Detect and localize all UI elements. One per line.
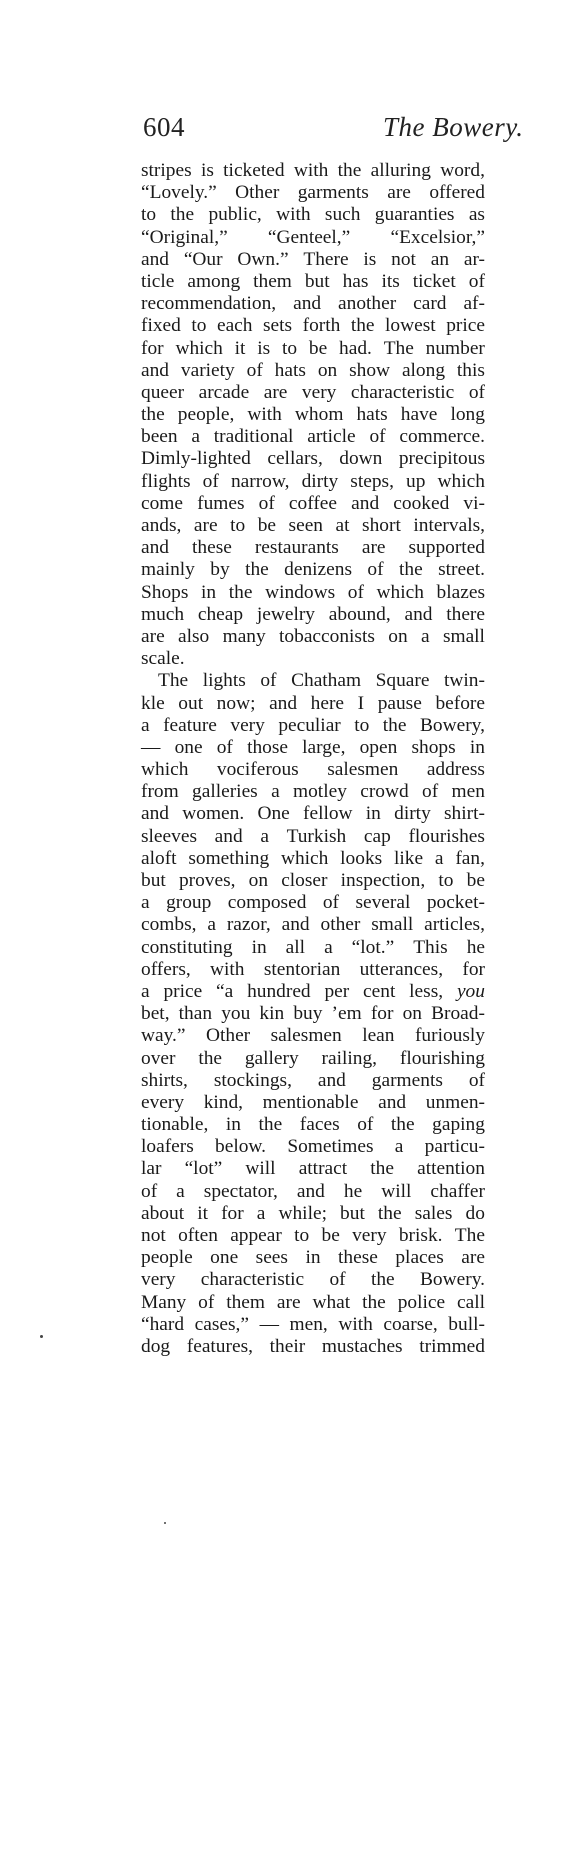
- text-line: offers, with stentorian utterances, for: [141, 958, 485, 980]
- text-line: a group composed of several pocket-: [141, 892, 485, 914]
- page-number: 604: [143, 112, 185, 142]
- text-line: Dimly-lighted cellars, down precipitous: [141, 448, 485, 470]
- text-line: — one of those large, open shops in: [141, 736, 485, 758]
- text-line: dog features, their mustaches trimmed: [141, 1335, 485, 1357]
- text-line: and variety of hats on show along this: [141, 359, 485, 381]
- text-line: lar “lot” will attract the attention: [141, 1158, 485, 1180]
- body-text: [141, 160, 485, 1358]
- text-line: “Original,” “Genteel,” “Excelsior,”: [141, 226, 485, 248]
- text-line: the people, with whom hats have long: [141, 404, 485, 426]
- text-line: way.” Other salesmen lean furiously: [141, 1025, 485, 1047]
- print-speck: [40, 1335, 43, 1338]
- text-line: every kind, mentionable and unmen-: [141, 1091, 485, 1113]
- text-line: “Lovely.” Other garments are offered: [141, 182, 485, 204]
- running-head: The Bowery.: [383, 112, 524, 142]
- text-line: not often appear to be very brisk. The: [141, 1225, 485, 1246]
- text-line: flights of narrow, dirty steps, up which: [141, 470, 485, 492]
- text-line: and “Our Own.” There is not an ar-: [141, 248, 485, 270]
- text-line: shirts, stockings, and garments of: [141, 1069, 485, 1091]
- text-line: about it for a while; but the sales do: [141, 1202, 485, 1224]
- text-line: mainly by the denizens of the street.: [141, 559, 485, 581]
- text-line: from galleries a motley crowd of men: [141, 781, 485, 803]
- text-line: combs, a razor, and other small articles,: [141, 914, 485, 936]
- text-line: ands, are to be seen at short intervals,: [141, 515, 485, 536]
- text-line: but proves, on closer inspection, to be: [141, 870, 485, 891]
- text-line: over the gallery railing, flourishing: [141, 1047, 485, 1069]
- text-line: queer arcade are very characteristic of: [141, 381, 485, 403]
- text-line: people one sees in these places are: [141, 1247, 485, 1269]
- text-line: a feature very peculiar to the Bowery,: [141, 714, 485, 736]
- text-line: ticle among them but has its ticket of: [141, 270, 485, 292]
- text-line: a price “a hundred per cent less, you: [141, 980, 485, 1002]
- text-line: which vociferous salesmen address: [141, 759, 485, 781]
- text-line: recommendation, and another card af-: [141, 293, 485, 315]
- text-line: come fumes of coffee and cooked vi-: [141, 492, 485, 514]
- text-line: stripes is ticketed with the alluring word,: [141, 160, 485, 181]
- text-line: tionable, in the faces of the gaping: [141, 1114, 485, 1136]
- text-line: constituting in all a “lot.” This he: [141, 936, 485, 958]
- text-line: bet, than you kin buy ’em for on Broad-: [141, 1003, 485, 1025]
- text-line: and these restaurants are supported: [141, 537, 485, 559]
- text-line: “hard cases,” — men, with coarse, bull-: [141, 1313, 485, 1335]
- text-line: kle out now; and here I pause before: [141, 692, 485, 714]
- text-line: are also many tobacconists on a small: [141, 625, 485, 647]
- print-speck: [164, 1522, 166, 1524]
- text-line: for which it is to be had. The number: [141, 337, 485, 359]
- text-line: been a traditional article of commerce.: [141, 426, 485, 448]
- text-line: and women. One fellow in dirty shirt-: [141, 803, 485, 825]
- text-line: fixed to each sets forth the lowest price: [141, 315, 485, 337]
- text-line: The lights of Chatham Square twin-: [158, 670, 485, 692]
- text-line: very characteristic of the Bowery.: [141, 1269, 485, 1291]
- text-line: scale.: [141, 648, 185, 670]
- text-line: loafers below. Sometimes a particu-: [141, 1136, 485, 1158]
- text-line: Shops in the windows of which blazes: [141, 581, 485, 603]
- text-line: to the public, with such guaranties as: [141, 204, 485, 226]
- text-line: of a spectator, and he will chaffer: [141, 1180, 485, 1202]
- text-line: Many of them are what the police call: [141, 1291, 485, 1313]
- text-line: sleeves and a Turkish cap flourishes: [141, 825, 485, 847]
- text-line: aloft something which looks like a fan,: [141, 847, 485, 869]
- text-line: much cheap jewelry abound, and there: [141, 603, 485, 625]
